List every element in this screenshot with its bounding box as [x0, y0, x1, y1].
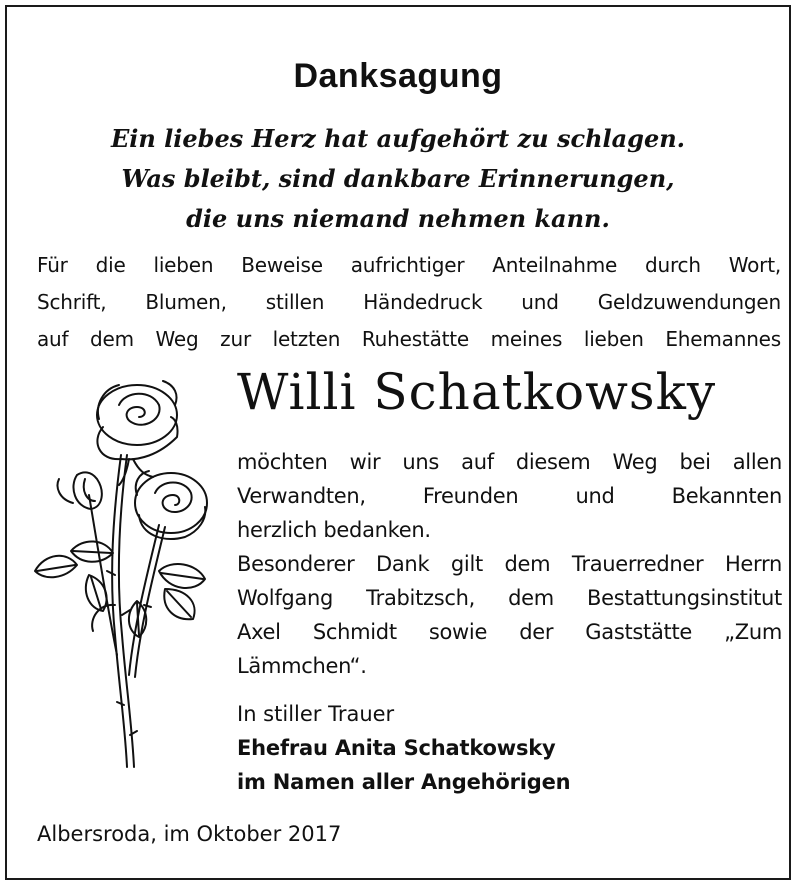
signature-name: Ehefrau Anita Schatkowsky [237, 736, 556, 760]
intro-text [37, 247, 781, 358]
rose-icon [29, 375, 219, 775]
motto-line: Was bleibt, sind dankbare Erinnerungen, [121, 164, 675, 193]
body-line: Axel Schmidt sowie der Gaststätte „Zum [237, 620, 782, 644]
signature-family: im Namen aller Angehörigen [237, 770, 571, 794]
notice-title: Danksagung [293, 57, 503, 95]
place-date: Albersroda, im Oktober 2017 [37, 822, 342, 846]
motto [7, 119, 789, 239]
motto-line: die uns niemand nehmen kann. [186, 204, 610, 233]
body-line: herzlich bedanken. [237, 518, 431, 542]
rose-illustration [29, 375, 219, 780]
signature-block [237, 697, 570, 799]
motto-line: Ein liebes Herz hat aufgehört zu schlagen. [110, 124, 686, 153]
deceased-name: Willi Schatkowsky [237, 363, 717, 421]
body-line: Besonderer Dank gilt dem Trauerredner Herrn [237, 552, 782, 576]
obituary-notice [5, 5, 791, 880]
intro-line: Für die lieben Beweise aufrichtiger Anteilnahme durch Wort, [37, 253, 781, 277]
intro-line: auf dem Weg zur letzten Ruhestätte meines lieben Ehemannes [37, 327, 781, 351]
body-line: möchten wir uns auf diesem Weg bei allen [237, 450, 782, 474]
body-line: Verwandten, Freunden und Bekannten [237, 484, 782, 508]
body-line: Wolfgang Trabitzsch, dem Bestattungsinstitut [237, 586, 782, 610]
intro-line: Schrift, Blumen, stillen Händedruck und Geldzuwendungen [37, 290, 781, 314]
body-line: Lämmchen“. [237, 654, 367, 678]
thanks-text [237, 445, 782, 683]
signature-intro: In stiller Trauer [237, 702, 395, 726]
